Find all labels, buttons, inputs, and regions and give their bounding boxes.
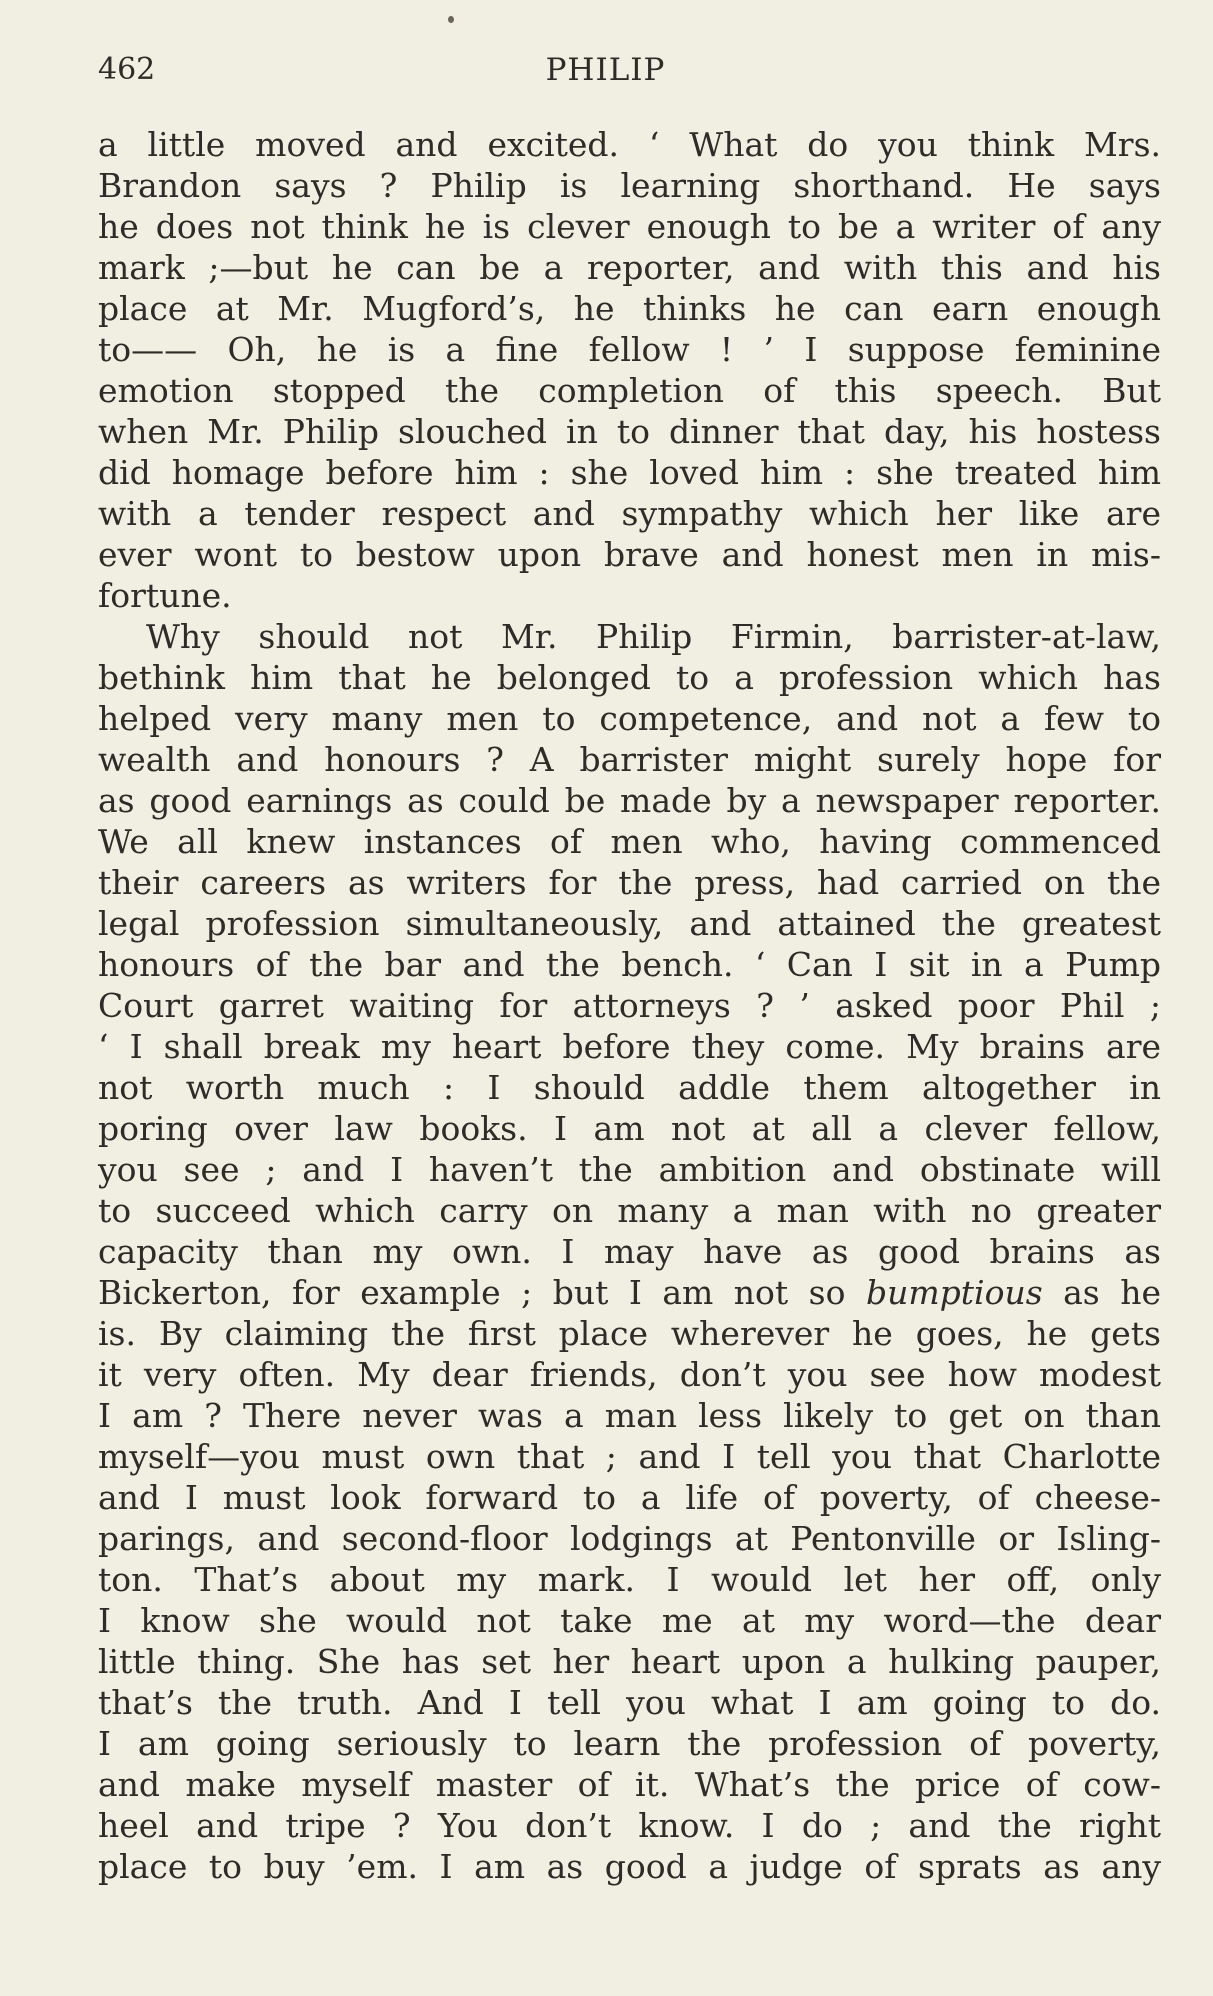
- text-line: to succeed which carry on many a man with no greater: [98, 1191, 1161, 1230]
- text-line: he does not think he is clever enough to be a writer of any: [98, 207, 1161, 246]
- text-line: poring over law books. I am not at all a clever fellow,: [98, 1109, 1161, 1148]
- running-head: PHILIP: [545, 52, 666, 88]
- text-line: place to buy ’em. I am as good a judge of sprats as any: [98, 1847, 1161, 1886]
- text-line: helped very many men to competence, and not a few to: [98, 699, 1161, 738]
- text-line: when Mr. Philip slouched in to dinner that day, his hostess: [98, 412, 1161, 451]
- text-line: to—— Oh, he is a fine fellow ! ’ I suppose feminine: [98, 330, 1161, 369]
- text-line: with a tender respect and sympathy which her like are: [98, 494, 1161, 533]
- text-line: not worth much : I should addle them altogether in: [98, 1068, 1161, 1107]
- page-header: [98, 52, 1113, 96]
- text-line: a little moved and excited. ‘ What do you think Mrs.: [98, 125, 1161, 164]
- text-line: myself—you must own that ; and I tell you that Charlotte: [98, 1437, 1161, 1476]
- text-line: heel and tripe ? You don’t know. I do ; and the right: [98, 1806, 1161, 1845]
- page-number: 462: [98, 52, 156, 87]
- text-line: that’s the truth. And I tell you what I am going to do.: [98, 1683, 1161, 1722]
- text-line: it very often. My dear friends, don’t you see how modest: [98, 1355, 1161, 1394]
- text-line: I know she would not take me at my word—the dear: [98, 1601, 1161, 1640]
- text-line: capacity than my own. I may have as good brains as: [98, 1232, 1161, 1271]
- text-line: We all knew instances of men who, having commenced: [98, 822, 1161, 861]
- text-line: and make myself master of it. What’s the price of cow-: [98, 1765, 1161, 1804]
- italic-word: bumptious: [865, 1273, 1043, 1312]
- text-line: Court garret waiting for attorneys ? ’ asked poor Phil ;: [98, 986, 1161, 1025]
- body-text: [98, 124, 1161, 1887]
- text-line: you see ; and I haven’t the ambition and obstinate will: [98, 1150, 1161, 1189]
- ink-speck: [448, 16, 454, 23]
- text-line: ‘ I shall break my heart before they come. My brains are: [98, 1027, 1161, 1066]
- text-line: legal profession simultaneously, and attained the greatest: [98, 904, 1161, 943]
- text-line: and I must look forward to a life of poverty, of cheese-: [98, 1478, 1161, 1517]
- text-line: Why should not Mr. Philip Firmin, barrister-at-law,: [146, 617, 1161, 656]
- text-line: Bickerton, for example ; but I am not so bumptious as he: [98, 1273, 1162, 1312]
- text-line: I am going seriously to learn the profession of poverty,: [98, 1724, 1161, 1763]
- text-line: is. By claiming the first place wherever he goes, he gets: [98, 1314, 1161, 1353]
- text-line: emotion stopped the completion of this speech. But: [98, 371, 1161, 410]
- text-line: parings, and second-floor lodgings at Pentonville or Isling-: [98, 1519, 1161, 1558]
- text-line: little thing. She has set her heart upon a hulking pauper,: [98, 1642, 1161, 1681]
- text-line: bethink him that he belonged to a profession which has: [98, 658, 1161, 697]
- text-line: mark ;—but he can be a reporter, and with this and his: [98, 248, 1161, 287]
- text-line: wealth and honours ? A barrister might surely hope for: [98, 740, 1161, 779]
- text-line: did homage before him : she loved him : she treated him: [98, 453, 1161, 492]
- text-line: as good earnings as could be made by a newspaper reporter.: [98, 781, 1161, 820]
- text-line: ever wont to bestow upon brave and honest men in mis-: [98, 535, 1161, 574]
- text-line: ton. That’s about my mark. I would let her off, only: [98, 1560, 1161, 1599]
- text-line: I am ? There never was a man less likely to get on than: [98, 1396, 1161, 1435]
- text-line: their careers as writers for the press, had carried on the: [98, 863, 1161, 902]
- text-line: fortune.: [98, 576, 232, 615]
- text-line: place at Mr. Mugford’s, he thinks he can earn enough: [98, 289, 1161, 328]
- text-line: Brandon says ? Philip is learning shorthand. He says: [98, 166, 1161, 205]
- text-line: honours of the bar and the bench. ‘ Can I sit in a Pump: [98, 945, 1161, 984]
